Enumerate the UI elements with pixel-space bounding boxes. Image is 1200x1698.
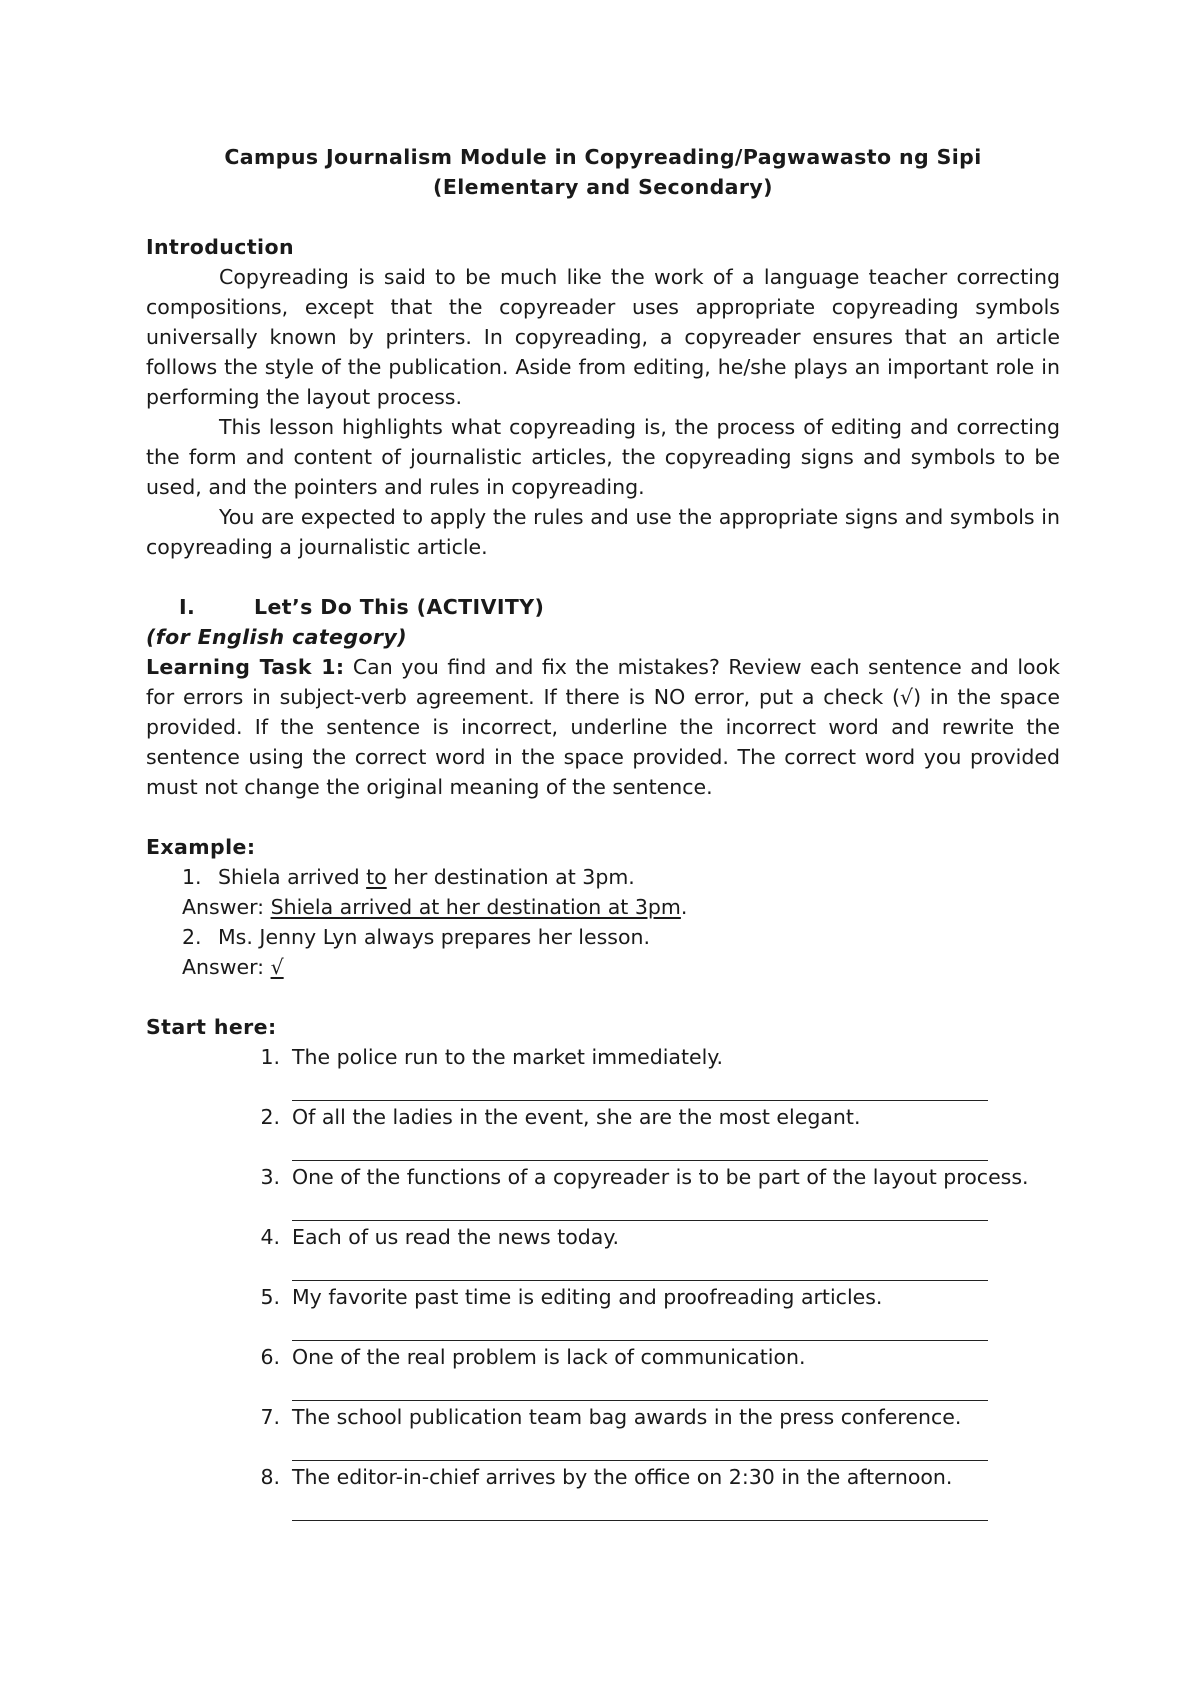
task-sentence: The editor-in-chief arrives by the office on 2:30 in the afternoon. [292,1465,953,1489]
task-item-1 [146,1042,1060,1102]
example-item-2 [146,922,1060,952]
answer-text: Shiela arrived at her destination at 3pm [270,895,681,919]
title-line-1: Campus Journalism Module in Copyreading/Pagwawasto ng Sipi [224,145,982,169]
task-item-5 [146,1282,1060,1342]
learning-task-text: Can you find and fix the mistakes? Review each sentence and look for errors in subject-verb agreement. If there is NO error, put a check (√) in the space provided. If the sentence is incorrect, underline the incorrect word and rewrite the sentence using the correct word in the space provided. The correct word you provided must not change the original meaning of the sentence. [146,655,1060,799]
learning-task-paragraph [146,652,1060,802]
check-mark: √ [270,955,284,979]
example-text: her destination at 3pm. [386,865,635,889]
example-answer-1 [146,892,1060,922]
answer-blank[interactable] [292,1312,988,1341]
intro-paragraph-1: Copyreading is said to be much like the work of a language teacher correcting compositions, except that the copyreader uses appropriate copyreading symbols universally known by printers. In copyreading, a copyreader ensures that an article follows the style of the publication. Aside from editing, he/she plays an important role in performing the layout process. [146,265,1060,409]
task-number: 3. [260,1165,280,1189]
answer-blank[interactable] [292,1432,988,1461]
title-line-2: (Elementary and Secondary) [433,175,773,199]
answer-blank[interactable] [292,1252,988,1281]
example-answer-2 [146,952,1060,982]
document-title [146,142,1060,202]
task-item-8 [146,1462,1060,1522]
task-sentence: Each of us read the news today. [292,1225,620,1249]
example-item-1 [146,862,1060,892]
task-item-7 [146,1402,1060,1462]
task-sentence: The school publication team bag awards in the press conference. [292,1405,962,1429]
answer-blank[interactable] [292,1132,988,1161]
task-item-6 [146,1342,1060,1402]
answer-blank[interactable] [292,1192,988,1221]
example-text: Ms. Jenny Lyn always prepares her lesson. [218,925,651,949]
underlined-word: to [366,865,387,889]
section-title: Let’s Do This (ACTIVITY) [254,595,545,619]
section-heading [146,592,1060,622]
start-here-heading: Start here: [146,1015,277,1039]
category-label: (for English category) [146,625,407,649]
task-sentence: My favorite past time is editing and proofreading articles. [292,1285,883,1309]
example-number: 1. [182,865,202,889]
task-sentence: The police run to the market immediately. [292,1045,724,1069]
task-number: 6. [260,1345,280,1369]
task-number: 2. [260,1105,280,1129]
answer-label: Answer: [182,955,271,979]
example-number: 2. [182,925,202,949]
example-text: Shiela arrived [218,865,367,889]
task-sentence: One of the real problem is lack of communication. [292,1345,806,1369]
task-number: 7. [260,1405,280,1429]
answer-label: Answer: [182,895,271,919]
task-sentence: Of all the ladies in the event, she are the most elegant. [292,1105,861,1129]
introduction-heading: Introduction [146,235,294,259]
example-heading: Example: [146,835,256,859]
task-list [146,1042,1060,1522]
task-number: 5. [260,1285,280,1309]
answer-blank[interactable] [292,1492,988,1521]
section-numeral: I. [179,595,196,619]
task-number: 4. [260,1225,280,1249]
task-item-3 [146,1162,1060,1222]
answer-blank[interactable] [292,1072,988,1101]
task-item-2 [146,1102,1060,1162]
learning-task-label: Learning Task 1: [146,655,345,679]
intro-paragraph-2: This lesson highlights what copyreading is, the process of editing and correcting the form and content of journalistic articles, the copyreading signs and symbols to be used, and the pointers and rules in copyreading. [146,415,1060,499]
document-content [146,142,1060,1522]
task-number: 1. [260,1045,280,1069]
task-item-4 [146,1222,1060,1282]
answer-blank[interactable] [292,1372,988,1401]
intro-paragraph-3: You are expected to apply the rules and use the appropriate signs and symbols in copyreading a journalistic article. [146,505,1060,559]
task-sentence: One of the functions of a copyreader is to be part of the layout process. [292,1165,1029,1189]
answer-period: . [680,895,688,919]
task-number: 8. [260,1465,280,1489]
